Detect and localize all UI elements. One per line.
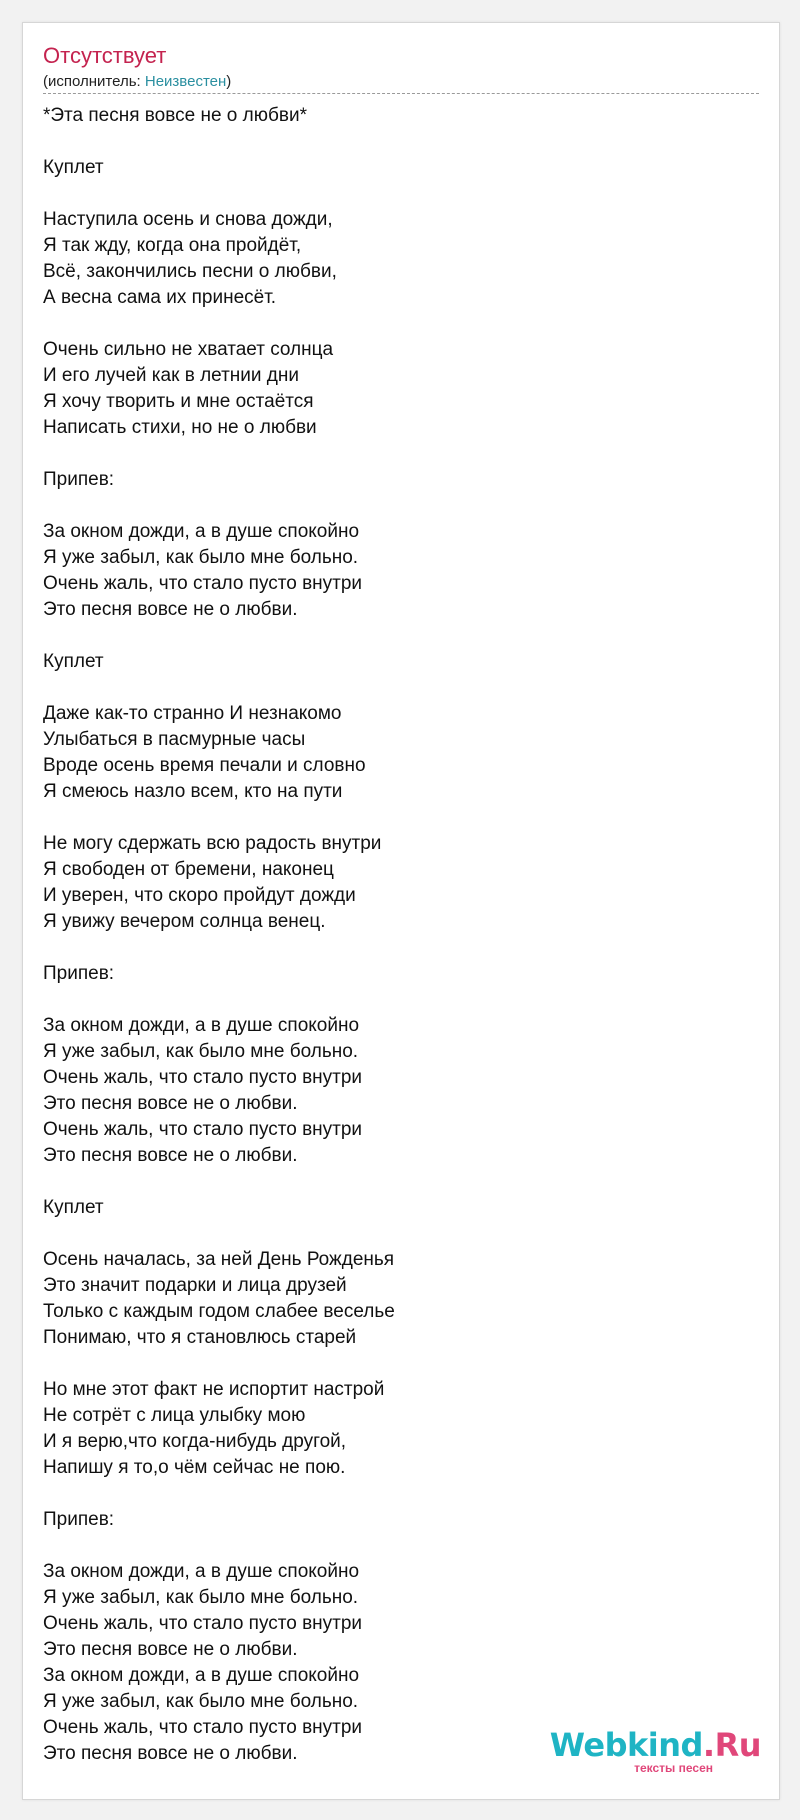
lyrics-blank-line: [43, 1533, 743, 1559]
lyrics-line: Это песня вовсе не о любви.: [43, 599, 298, 620]
lyrics-line: Даже как-то странно И незнакомо: [43, 703, 342, 724]
lyrics-line: Только с каждым годом слабее веселье: [43, 1301, 395, 1322]
lyrics-line: Вроде осень время печали и словно: [43, 755, 366, 776]
lyrics-line: Очень сильно не хватает солнца: [43, 339, 334, 360]
artist-suffix: ): [226, 73, 232, 90]
lyrics-line: Осень началась, за ней День Рожденья: [43, 1249, 395, 1270]
lyrics-blank-line: [43, 623, 743, 649]
lyrics-line: *Эта песня вовсе не о любви*: [43, 105, 307, 126]
lyrics-line: Я уже забыл, как было мне больно.: [43, 1691, 359, 1712]
logo-wordmark: [550, 1727, 761, 1763]
lyrics-line: Очень жаль, что стало пусто внутри: [43, 1067, 363, 1088]
lyrics-line: За окном дожди, а в душе спокойно: [43, 1665, 360, 1686]
lyrics-line: Куплет: [43, 651, 104, 672]
lyrics-line: Я так жду, когда она пройдёт,: [43, 235, 302, 256]
lyrics-line: За окном дожди, а в душе спокойно: [43, 521, 360, 542]
lyrics-line: Улыбаться в пасмурные часы: [43, 729, 306, 750]
lyrics-line: Но мне этот факт не испортит настрой: [43, 1379, 385, 1400]
lyrics-line: И уверен, что скоро пройдут дожди: [43, 885, 356, 906]
lyrics-line: Это песня вовсе не о любви.: [43, 1145, 298, 1166]
logo-tagline: тексты песен: [634, 1761, 713, 1775]
lyrics-line: Куплет: [43, 1197, 104, 1218]
lyrics-line: Припев:: [43, 469, 115, 490]
lyrics-line: Это песня вовсе не о любви.: [43, 1639, 298, 1660]
lyrics-line: Напишу я то,о чём сейчас не пою.: [43, 1457, 346, 1478]
lyrics-blank-line: [43, 129, 743, 155]
lyrics-line: Не сотрёт с лица улыбку мою: [43, 1405, 306, 1426]
lyrics-blank-line: [43, 805, 743, 831]
lyrics-line: Очень жаль, что стало пусто внутри: [43, 1717, 363, 1738]
lyrics-blank-line: [43, 1169, 743, 1195]
song-title: Отсутствует: [43, 43, 167, 68]
lyrics-line: Я увижу вечером солнца венец.: [43, 911, 326, 932]
lyrics-blank-line: [43, 1481, 743, 1507]
lyrics-line: Не могу сдержать всю радость внутри: [43, 833, 382, 854]
lyrics-blank-line: [43, 441, 743, 467]
lyrics-blank-line: [43, 311, 743, 337]
lyrics-line: Это песня вовсе не о любви.: [43, 1093, 298, 1114]
lyrics-line: Очень жаль, что стало пусто внутри: [43, 1119, 363, 1140]
lyrics-blank-line: [43, 987, 743, 1013]
lyrics-line: За окном дожди, а в душе спокойно: [43, 1561, 360, 1582]
lyrics-blank-line: [43, 1221, 743, 1247]
lyrics-blank-line: [43, 675, 743, 701]
lyrics-blank-line: [43, 1351, 743, 1377]
lyrics-line: Я свободен от бремени, наконец: [43, 859, 334, 880]
lyrics-line: Всё, закончились песни о любви,: [43, 261, 337, 282]
lyrics-line: Я уже забыл, как было мне больно.: [43, 547, 359, 568]
artist-line: [43, 73, 231, 91]
lyrics-line: Это значит подарки и лица друзей: [43, 1275, 347, 1296]
lyrics-blank-line: [43, 493, 743, 519]
title-divider: [43, 93, 759, 94]
lyrics-line: Очень жаль, что стало пусто внутри: [43, 1613, 363, 1634]
lyrics-line: Это песня вовсе не о любви.: [43, 1743, 298, 1764]
logo-brand: Webkind: [549, 1726, 703, 1764]
lyrics-line: Я уже забыл, как было мне больно.: [43, 1587, 359, 1608]
lyrics-line: Я смеюсь назло всем, кто на пути: [43, 781, 343, 802]
lyrics-line: Написать стихи, но не о любви: [43, 417, 317, 438]
lyrics-line: Наступила осень и снова дожди,: [43, 209, 333, 230]
logo-tld: .Ru: [702, 1726, 761, 1764]
lyrics-line: И я верю,что когда-нибудь другой,: [43, 1431, 347, 1452]
lyrics-line: За окном дожди, а в душе спокойно: [43, 1015, 360, 1036]
lyrics-card: [22, 22, 780, 1800]
lyrics-text: [43, 103, 743, 1767]
site-logo[interactable]: [549, 1726, 761, 1777]
lyrics-line: А весна сама их принесёт.: [43, 287, 277, 308]
lyrics-line: Припев:: [43, 1509, 115, 1530]
lyrics-line: Я хочу творить и мне остаётся: [43, 391, 314, 412]
lyrics-line: Понимаю, что я становлюсь старей: [43, 1327, 357, 1348]
lyrics-line: И его лучей как в летнии дни: [43, 365, 299, 386]
lyrics-line: Куплет: [43, 157, 104, 178]
lyrics-line: Очень жаль, что стало пусто внутри: [43, 573, 363, 594]
lyrics-blank-line: [43, 181, 743, 207]
lyrics-line: Припев:: [43, 963, 115, 984]
lyrics-line: Я уже забыл, как было мне больно.: [43, 1041, 359, 1062]
lyrics-blank-line: [43, 935, 743, 961]
artist-link[interactable]: Неизвестен: [144, 73, 227, 90]
artist-prefix: (исполнитель:: [43, 73, 145, 90]
